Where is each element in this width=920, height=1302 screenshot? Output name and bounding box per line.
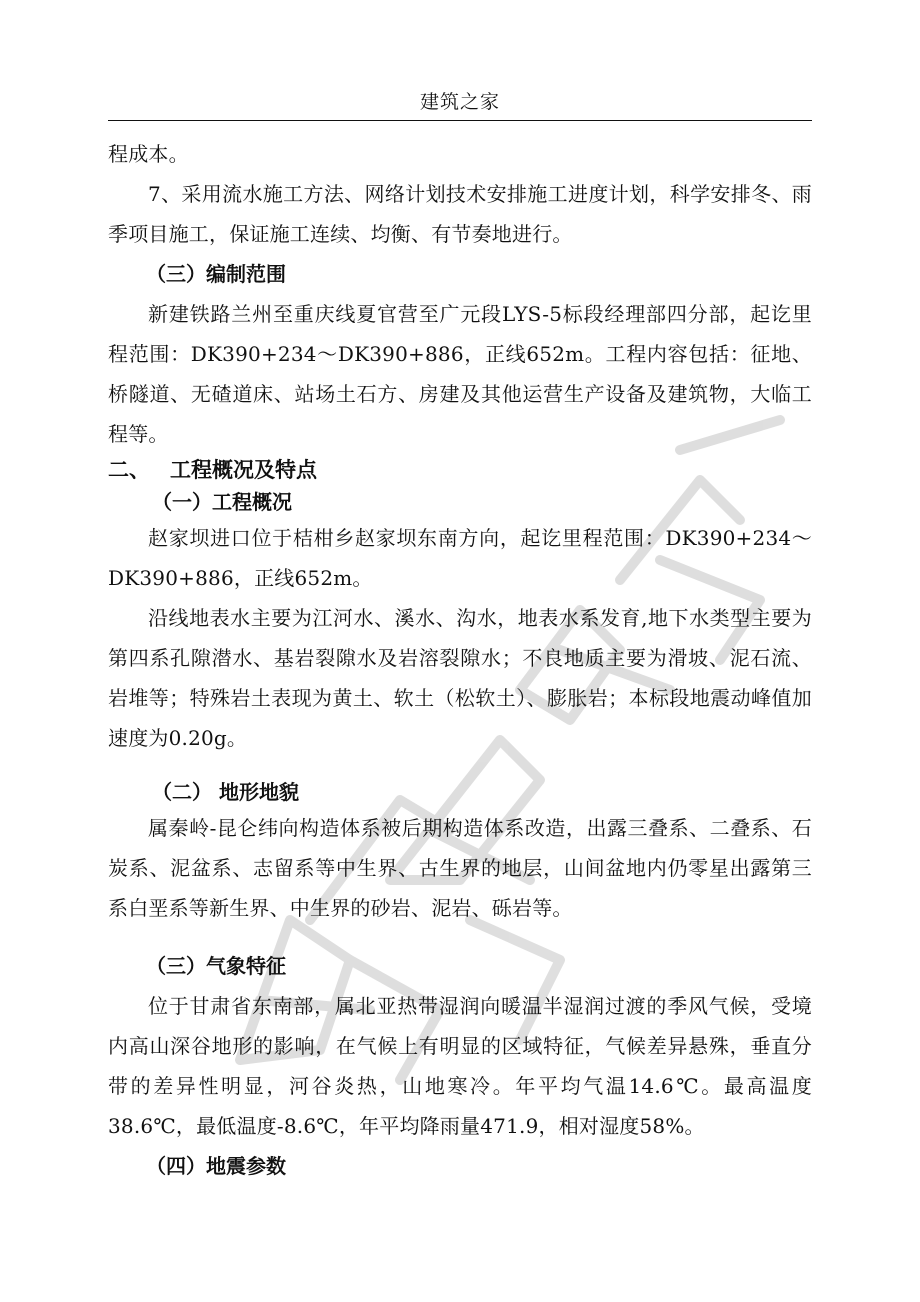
paragraph-climate: 位于甘肃省东南部，属北亚热带湿润向暖温半湿润过渡的季风气候，受境内高山深谷地形的影响，在气候上有明显的区域特征，气候差异悬殊，垂直分带的差异性明显，河谷炎热，山地寒冷。年平均气温14.6℃。最高温度38.6℃，最低温度-8.6℃，年平均降雨量471.9，相对湿度58%。 <box>108 994 812 1138</box>
section-title-climate: （三）气象特征 <box>146 954 286 978</box>
paragraph-continuation: 程成本。 <box>108 142 189 166</box>
part-number: 二、 <box>108 458 150 482</box>
section-title-scope: （三）编制范围 <box>146 262 286 286</box>
paragraph-location: 赵家坝进口位于桔柑乡赵家坝东南方向，起讫里程范围：DK390+234～DK390+886，正线652m。 <box>108 526 812 590</box>
document-body <box>108 134 812 1186</box>
section-title-project-overview: （一）工程概况 <box>152 490 292 514</box>
paragraph-item-7: 7、采用流水施工方法、网络计划技术安排施工进度计划，科学安排冬、雨季项目施工，保证施工连续、均衡、有节奏地进行。 <box>108 182 812 246</box>
section-title-seismic: （四）地震参数 <box>146 1154 286 1178</box>
header-title: 建筑之家 <box>419 91 500 113</box>
paragraph-hydrogeology: 沿线地表水主要为江河水、溪水、沟水，地表水系发育,地下水类型主要为第四系孔隙潜水、基岩裂隙水及岩溶裂隙水；不良地质主要为滑坡、泥石流、岩堆等；特殊岩土表现为黄土、软土（松软土）、膨胀岩；本标段地震动峰值加速度为0.20g。 <box>108 606 812 750</box>
page-header <box>108 88 812 121</box>
section-title-topography: （二） 地形地貌 <box>152 780 299 804</box>
part-heading-overview <box>108 454 812 486</box>
part-title: 工程概况及特点 <box>170 458 317 482</box>
paragraph-scope: 新建铁路兰州至重庆线夏官营至广元段LYS-5标段经理部四分部，起讫里程范围：DK390+234～DK390+886，正线652m。工程内容包括：征地、桥隧道、无碴道床、站场土石方、房建及其他运营生产设备及建筑物，大临工程等。 <box>108 302 812 446</box>
paragraph-topography: 属秦岭-昆仑纬向构造体系被后期构造体系改造，出露三叠系、二叠系、石炭系、泥盆系、志留系等中生界、古生界的地层，山间盆地内仍零星出露第三系白垩系等新生界、中生界的砂岩、泥岩、砾岩等。 <box>108 816 812 920</box>
